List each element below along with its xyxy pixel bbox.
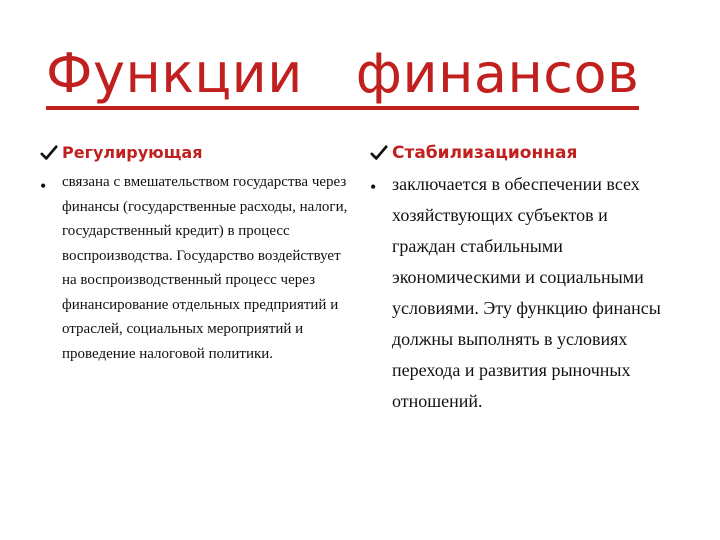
heading-label: Стабилизационная (392, 143, 578, 163)
checkmark-icon (370, 144, 388, 162)
column-heading (40, 143, 350, 162)
bullet-text: связана с вмешательством государства через финансы (государственные расходы, налоги, государственный кредит) в процесс воспроизводства. Государство воздействует на воспроизводственный процесс через финансирование отдельных предприятий и отраслей, социальных мероприятий и проведение налоговой политики. (62, 174, 348, 362)
bullet-text: заключается в обеспечении всех хозяйствующих субъектов и граждан стабильными экономическими и социальными условиями. Эту функцию финансы должны выполнять в условиях перехода и развития рыночных отношений. (392, 174, 661, 411)
bullet-item (40, 174, 350, 366)
checkmark-icon (40, 144, 58, 162)
bullet-dot: • (370, 177, 377, 197)
heading-label: Регулирующая (62, 143, 203, 162)
column-heading (370, 143, 670, 163)
column-regulating (40, 143, 350, 366)
slide-title: Функции финансов (46, 44, 639, 110)
bullet-item (370, 175, 670, 417)
column-stabilizing (370, 143, 670, 417)
bullet-dot: • (40, 176, 47, 196)
